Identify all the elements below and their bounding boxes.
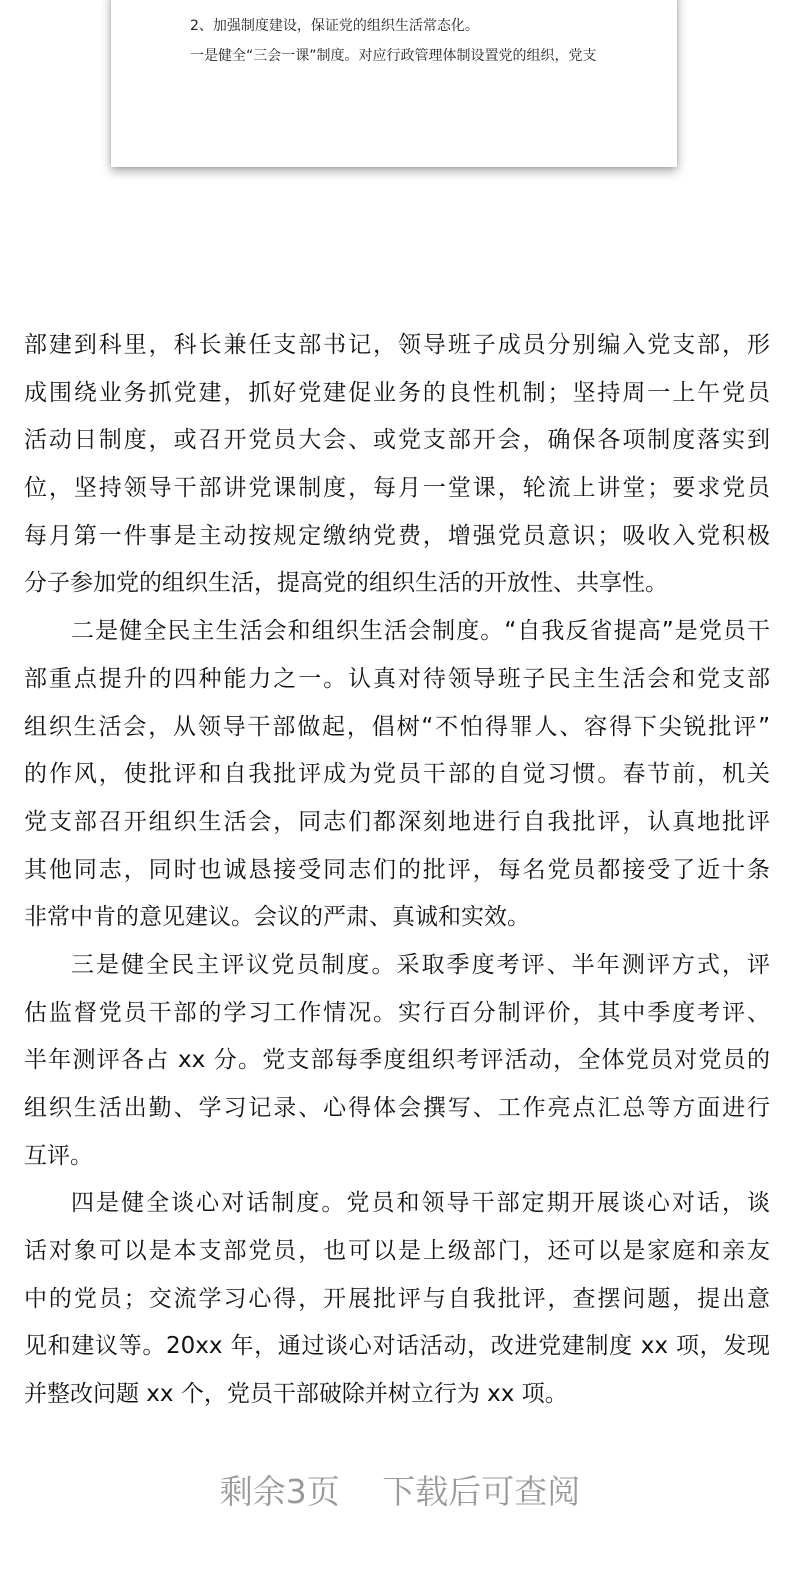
body-text-line: 活动日制度，或召开党员大会、或党支部开会，确保各项制度落实到 <box>24 427 770 454</box>
preview-line: 一是健全“三会一课”制度。对应行政管理体制设置党的组织，党支 <box>190 48 597 64</box>
download-prompt[interactable] <box>0 1466 800 1513</box>
download-to-view-label[interactable]: 下载后可查阅 <box>382 1472 581 1511</box>
body-text-line: 部建到科里，科长兼任支部书记，领导班子成员分别编入党支部，形 <box>24 332 770 358</box>
body-text-line: 互评。 <box>24 1142 93 1169</box>
body-text-line: 党支部召开组织生活会，同志们都深刻地进行自我批评，认真地批评 <box>24 808 770 835</box>
body-text-line: 位，坚持领导干部讲党课制度，每月一堂课，轮流上讲堂；要求党员 <box>24 475 770 502</box>
preview-line: 2、加强制度建设，保证党的组织生活常态化。 <box>190 18 479 34</box>
body-text-line: 的作风，使批评和自我批评成为党员干部的自觉习惯。春节前，机关 <box>24 761 770 788</box>
body-text-line: 见和建议等。20xx 年，通过谈心对话活动，改进党建制度 xx 项，发现 <box>24 1333 770 1360</box>
body-text-line: 其他同志，同时也诚恳接受同志们的批评，每名党员都接受了近十条 <box>24 856 770 883</box>
body-text-line: 每月第一件事是主动按规定缴纳党费，增强党员意识；吸收入党积极 <box>24 522 770 549</box>
body-text-line: 中的党员；交流学习心得，开展批评与自我批评，查摆问题，提出意 <box>24 1285 770 1312</box>
body-text-line: 半年测评各占 xx 分。党支部每季度组织考评活动，全体党员对党员的 <box>24 1047 770 1074</box>
body-text-line: 二是健全民主生活会和组织生活会制度。“自我反省提高”是党员干 <box>71 618 770 645</box>
document-body <box>24 322 770 1419</box>
body-text-line: 并整改问题 xx 个，党员干部破除并树立行为 xx 项。 <box>24 1381 568 1408</box>
body-text-line: 估监督党员干部的学习工作情况。实行百分制评价，其中季度考评、 <box>24 999 770 1026</box>
remaining-pages-label: 剩余3页 <box>219 1472 340 1511</box>
body-text-line: 部重点提升的四种能力之一。认真对待领导班子民主生活会和党支部 <box>24 665 770 692</box>
body-text-line: 组织生活会，从领导干部做起，倡树“不怕得罪人、容得下尖锐批评” <box>24 713 770 740</box>
body-text-line: 组织生活出勤、学习记录、心得体会撰写、工作亮点汇总等方面进行 <box>24 1095 770 1121</box>
page-preview-card <box>111 0 677 167</box>
body-text-line: 分子参加党的组织生活，提高党的组织生活的开放性、共享性。 <box>24 570 668 597</box>
body-text-line: 四是健全谈心对话制度。党员和领导干部定期开展谈心对话，谈 <box>71 1190 770 1217</box>
body-text-line: 非常中肯的意见建议。会议的严肃、真诚和实效。 <box>24 904 530 931</box>
body-text-line: 成围绕业务抓党建，抓好党建促业务的良性机制；坚持周一上午党员 <box>24 379 770 406</box>
body-text-line: 话对象可以是本支部党员，也可以是上级部门，还可以是家庭和亲友 <box>24 1238 770 1265</box>
body-text-line: 三是健全民主评议党员制度。采取季度考评、半年测评方式，评 <box>71 951 770 978</box>
